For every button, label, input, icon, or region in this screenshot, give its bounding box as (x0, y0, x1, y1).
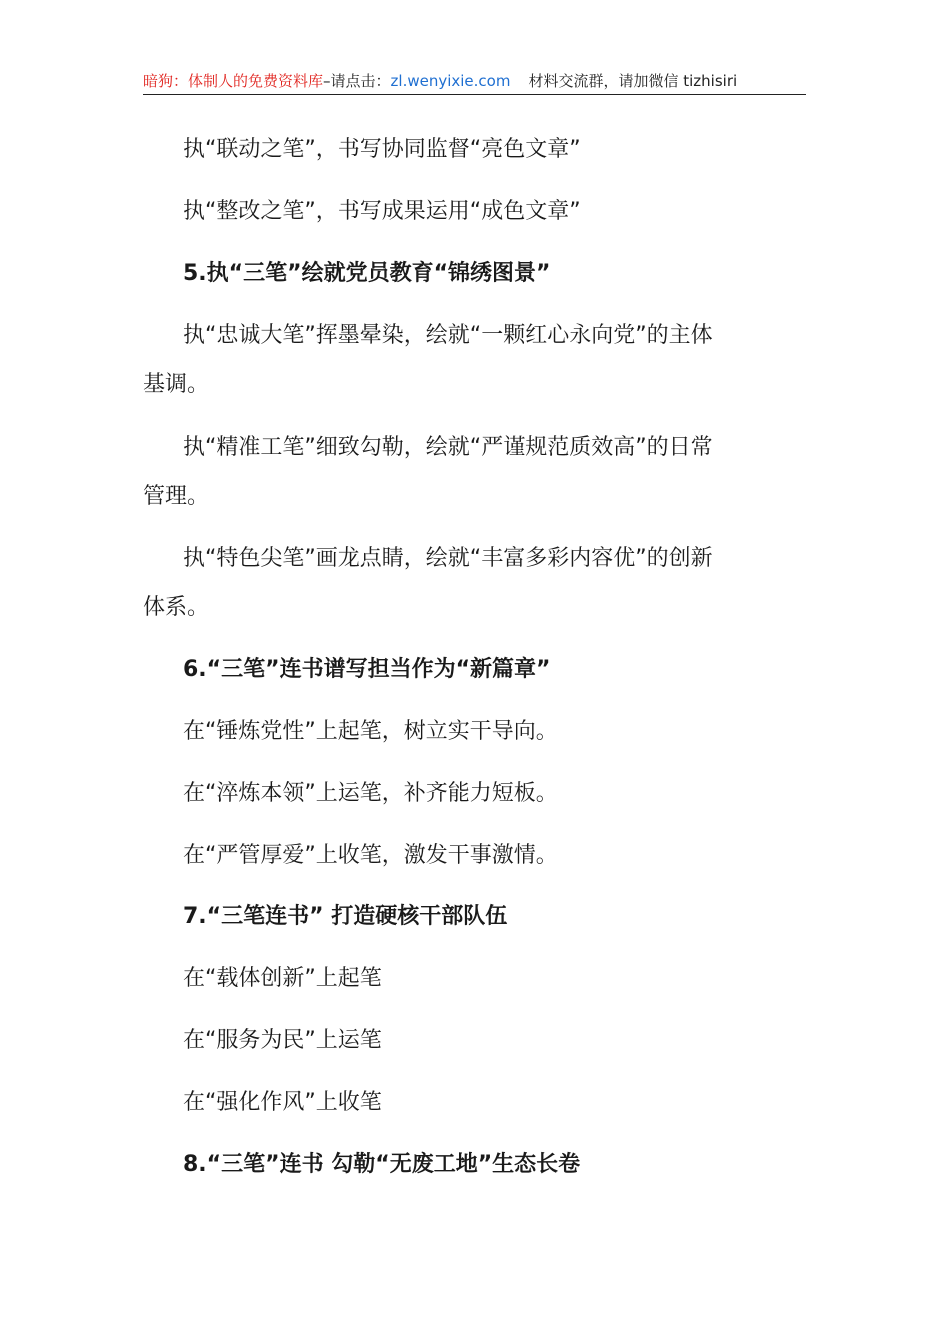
page-header (143, 70, 806, 95)
paragraph-continuation: 管理。 (143, 484, 210, 509)
header-brand: 暗狗：体制人的免费资料库 (143, 72, 324, 90)
header-click-prompt: –请点击： (323, 72, 391, 90)
paragraph: 执“忠诚大笔”挥墨晕染，绘就“一颗红心永向党”的主体 (183, 323, 713, 348)
paragraph: 在“锤炼党性”上起笔，树立实干导向。 (183, 719, 558, 744)
header-link[interactable]: zl.wenyixie.com (390, 72, 511, 90)
paragraph: 在“强化作风”上收笔 (183, 1090, 382, 1115)
paragraph-continuation: 体系。 (143, 595, 210, 620)
paragraph: 执“联动之笔”，书写协同监督“亮色文章” (183, 137, 581, 162)
section-heading: 8.“三笔”连书 勾勒“无废工地”生态长卷 (183, 1152, 581, 1177)
section-heading: 6.“三笔”连书谱写担当作为“新篇章” (183, 657, 551, 682)
paragraph: 执“整改之笔”，书写成果运用“成色文章” (183, 199, 581, 224)
header-wechat-note: 材料交流群，请加微信 tizhisiri (528, 72, 738, 90)
paragraph: 在“严管厚爱”上收笔，激发干事激情。 (183, 843, 558, 868)
paragraph-continuation: 基调。 (143, 372, 210, 397)
section-heading: 7.“三笔连书” 打造硬核干部队伍 (183, 904, 508, 929)
paragraph: 在“载体创新”上起笔 (183, 966, 382, 991)
section-heading: 5.执“三笔”绘就党员教育“锦绣图景” (183, 261, 551, 286)
paragraph: 在“服务为民”上运笔 (183, 1028, 382, 1053)
paragraph: 执“特色尖笔”画龙点睛，绘就“丰富多彩内容优”的创新 (183, 546, 713, 571)
paragraph: 在“淬炼本领”上运笔，补齐能力短板。 (183, 781, 558, 806)
paragraph: 执“精准工笔”细致勾勒，绘就“严谨规范质效高”的日常 (183, 435, 713, 460)
